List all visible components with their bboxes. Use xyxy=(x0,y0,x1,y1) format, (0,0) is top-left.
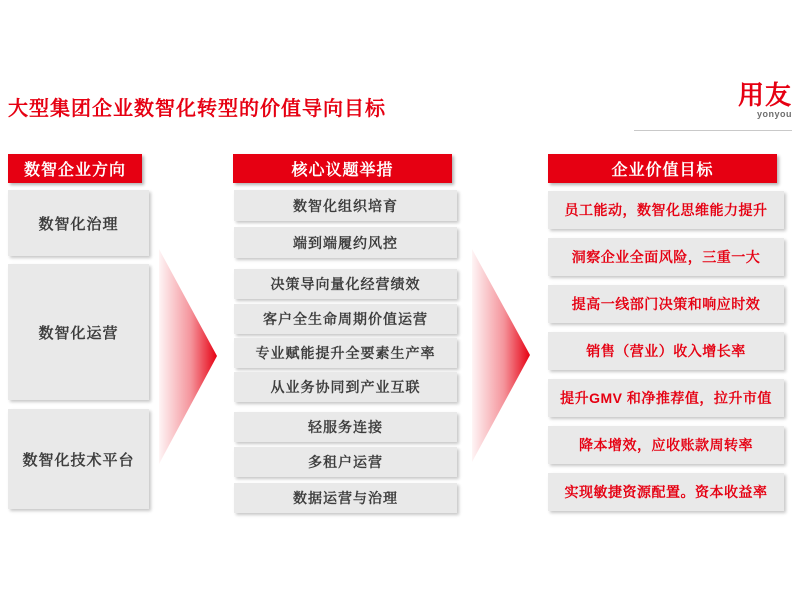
initiative-box-6: 从业务协同到产业互联 xyxy=(234,372,457,402)
column-header-directions: 数智企业方向 xyxy=(8,154,142,183)
initiative-box-1: 数智化组织培育 xyxy=(234,190,457,221)
logo-divider xyxy=(634,130,792,131)
yonyou-logo-subtext: yonyou xyxy=(756,109,792,119)
value-box-4: 销售（营业）收入增长率 xyxy=(548,332,784,370)
initiative-box-4: 客户全生命周期价值运营 xyxy=(234,304,457,334)
column-header-initiatives: 核心议题举措 xyxy=(233,154,452,183)
initiative-box-7: 轻服务连接 xyxy=(234,412,457,442)
initiative-box-9: 数据运营与治理 xyxy=(234,483,457,513)
page-title: 大型集团企业数智化转型的价值导向目标 xyxy=(8,98,386,120)
direction-box-operations: 数智化运营 xyxy=(8,264,149,400)
value-box-5: 提升GMV 和净推荐值，拉升市值 xyxy=(548,379,784,417)
yonyou-logo-text: 用友 xyxy=(737,80,792,110)
column-header-value-targets: 企业价值目标 xyxy=(548,154,777,183)
value-box-3: 提高一线部门决策和响应时效 xyxy=(548,285,784,323)
value-box-2: 洞察企业全面风险，三重一大 xyxy=(548,238,784,276)
value-box-6: 降本增效，应收账款周转率 xyxy=(548,426,784,464)
value-box-7: 实现敏捷资源配置。资本收益率 xyxy=(548,473,784,511)
yonyou-logo xyxy=(738,82,792,119)
initiative-box-8: 多租户运营 xyxy=(234,447,457,477)
flow-arrow-icon xyxy=(159,249,217,464)
initiative-box-3: 决策导向量化经营绩效 xyxy=(234,269,457,299)
initiative-box-5: 专业赋能提升全要素生产率 xyxy=(234,338,457,368)
direction-box-governance: 数智化治理 xyxy=(8,190,149,256)
value-box-1: 员工能动，数智化思维能力提升 xyxy=(548,191,784,229)
initiative-box-2: 端到端履约风控 xyxy=(234,227,457,258)
direction-box-tech-platform: 数智化技术平台 xyxy=(8,409,149,509)
flow-arrow-icon xyxy=(472,249,530,462)
